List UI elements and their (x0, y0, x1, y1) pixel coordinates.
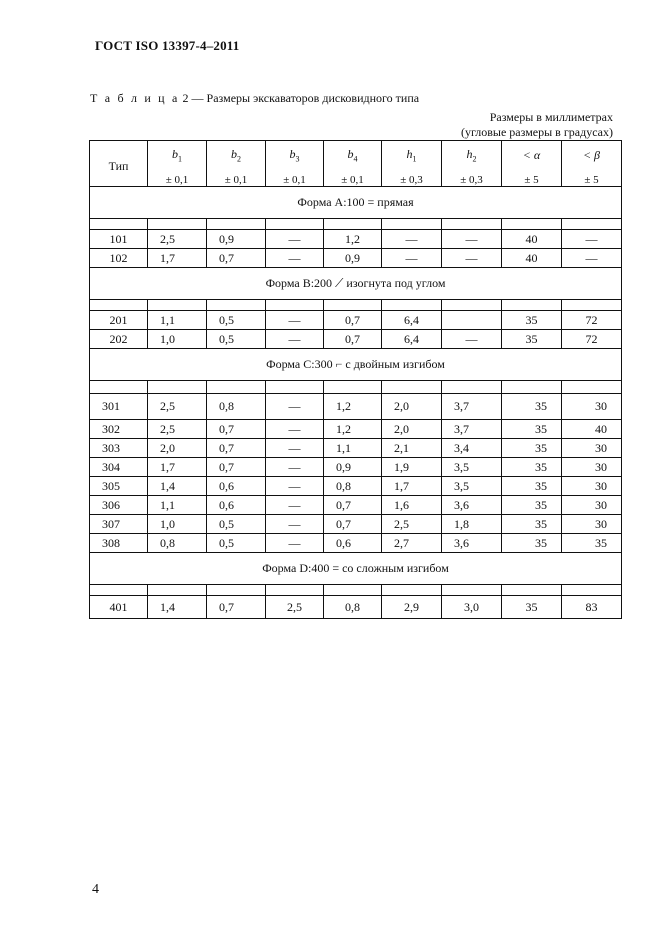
table-cell: 0,7 (324, 496, 382, 515)
table-cell: 202 (90, 330, 148, 349)
table-cell (442, 311, 502, 330)
page-number: 4 (92, 882, 99, 897)
table-caption-prefix: Т а б л и ц а (90, 91, 180, 105)
table-cell: 0,7 (207, 458, 266, 477)
table-cell: 0,7 (324, 311, 382, 330)
column-header-name: $b_1$ (172, 147, 182, 164)
form-a-label: Форма А:100 = прямая (90, 187, 622, 219)
table-cell: 35 (502, 394, 562, 420)
table-row (90, 477, 622, 496)
table-cell: 302 (90, 420, 148, 439)
table-cell: 0,8 (324, 477, 382, 496)
column-header-name: $h_2$ (466, 147, 477, 164)
form-b-label: Форма В:200 ⟋ изогнута под углом (90, 268, 622, 300)
table-cell: 35 (502, 496, 562, 515)
table-cell: — (266, 420, 324, 439)
table-cell: 1,7 (148, 458, 207, 477)
table-cell: 102 (90, 249, 148, 268)
table-cell: 2,0 (382, 420, 442, 439)
table-cell: 3,5 (442, 458, 502, 477)
column-header-alpha (502, 141, 562, 187)
table-header-row (90, 141, 622, 187)
table-cell: 2,5 (266, 596, 324, 619)
table-cell: — (442, 230, 502, 249)
column-header-type (90, 141, 148, 187)
table-cell: — (562, 249, 622, 268)
form-d-row (90, 553, 622, 585)
table-cell: 30 (562, 394, 622, 420)
table-cell: 0,7 (207, 596, 266, 619)
table-cell: 2,9 (382, 596, 442, 619)
table-row (90, 439, 622, 458)
table-cell: 0,5 (207, 515, 266, 534)
column-header-beta (562, 141, 622, 187)
form-b-row (90, 268, 622, 300)
table-cell: 201 (90, 311, 148, 330)
units-note-line2: (угловые размеры в градусах) (460, 125, 613, 139)
table-cell: 2,0 (148, 439, 207, 458)
table-cell: — (266, 330, 324, 349)
table-cell: 0,7 (207, 439, 266, 458)
table-cell: 0,7 (207, 420, 266, 439)
spacer-row (90, 585, 622, 596)
form-c-row (90, 349, 622, 381)
table-caption (90, 91, 419, 106)
table-cell: 3,6 (442, 496, 502, 515)
table-cell: 0,9 (207, 230, 266, 249)
table-row (90, 496, 622, 515)
table-cell: — (266, 394, 324, 420)
table-cell: 1,4 (148, 477, 207, 496)
table-cell: 35 (502, 458, 562, 477)
table-cell: — (266, 458, 324, 477)
table-cell: — (266, 515, 324, 534)
spacer-row (90, 381, 622, 394)
table-cell: 0,5 (207, 311, 266, 330)
table-cell: 0,7 (207, 249, 266, 268)
table-cell: 72 (562, 330, 622, 349)
table-cell: 1,1 (324, 439, 382, 458)
table-cell: 30 (562, 458, 622, 477)
form-c-label: Форма С:300 ⌐ с двойным изгибом (90, 349, 622, 381)
table-cell: 307 (90, 515, 148, 534)
table-cell: 0,8 (148, 534, 207, 553)
form-d-label: Форма D:400 = со сложным изгибом (90, 553, 622, 585)
table-row (90, 420, 622, 439)
table-cell: 1,9 (382, 458, 442, 477)
column-header-h1 (382, 141, 442, 187)
table-cell: — (382, 230, 442, 249)
table-cell: 0,9 (324, 249, 382, 268)
table-cell: — (442, 249, 502, 268)
table-row (90, 515, 622, 534)
table-cell: — (266, 496, 324, 515)
form-a-row (90, 187, 622, 219)
table-cell: 0,7 (324, 515, 382, 534)
column-header-tolerance: ± 0,3 (400, 174, 423, 187)
table-cell: 35 (502, 596, 562, 619)
table-caption-text: 2 — Размеры экскаваторов дисковидного типа (182, 91, 420, 105)
column-header-name: < β (582, 147, 601, 162)
table-cell: 1,8 (442, 515, 502, 534)
table-row (90, 249, 622, 268)
document-header: ГОСТ ISO 13397-4–2011 (95, 38, 240, 53)
table-cell: 40 (502, 249, 562, 268)
table-cell: 0,6 (207, 496, 266, 515)
table-cell: 306 (90, 496, 148, 515)
column-header-tolerance: ± 0,1 (224, 174, 248, 187)
column-header-h2 (442, 141, 502, 187)
table-row (90, 596, 622, 619)
table-cell: — (266, 439, 324, 458)
table-cell: 0,6 (324, 534, 382, 553)
table-cell: 35 (562, 534, 622, 553)
table-cell: 1,7 (382, 477, 442, 496)
table-cell: 0,9 (324, 458, 382, 477)
table-row (90, 311, 622, 330)
table-cell: 305 (90, 477, 148, 496)
table-cell: 30 (562, 515, 622, 534)
table-cell: 2,5 (382, 515, 442, 534)
column-header-tolerance: ± 5 (524, 173, 539, 186)
table-cell: — (266, 477, 324, 496)
column-header-name: Тип (108, 159, 129, 174)
table-cell: 30 (562, 496, 622, 515)
table-cell: 1,2 (324, 394, 382, 420)
table-cell: 1,0 (148, 330, 207, 349)
column-header-b1 (148, 141, 207, 187)
table-cell: 6,4 (382, 311, 442, 330)
table-cell: — (266, 230, 324, 249)
table-cell: — (266, 534, 324, 553)
table-cell: 3,0 (442, 596, 502, 619)
table-cell: 0,8 (324, 596, 382, 619)
column-header-name: $b_3$ (289, 147, 300, 164)
table-row (90, 394, 622, 420)
column-header-tolerance: ± 0,1 (283, 174, 306, 187)
column-header-b3 (266, 141, 324, 187)
column-header-name: $h_1$ (406, 147, 417, 164)
table-cell: 3,4 (442, 439, 502, 458)
column-header-tolerance: ± 0,1 (341, 174, 364, 187)
table-row (90, 534, 622, 553)
table-cell: 304 (90, 458, 148, 477)
table-cell: 40 (562, 420, 622, 439)
table-cell: 35 (502, 420, 562, 439)
table-cell: 1,1 (148, 496, 207, 515)
table-cell: 101 (90, 230, 148, 249)
table-row (90, 230, 622, 249)
table-cell: 0,8 (207, 394, 266, 420)
table-cell: 35 (502, 330, 562, 349)
table-cell: 2,5 (148, 420, 207, 439)
column-header-name: $b_2$ (231, 147, 241, 164)
column-header-name: < α (522, 147, 541, 162)
table-cell: 2,5 (148, 394, 207, 420)
column-header-b4 (324, 141, 382, 187)
units-note-line1: Размеры в миллиметрах (489, 110, 613, 124)
table-cell: 1,7 (148, 249, 207, 268)
table-cell: 1,2 (324, 230, 382, 249)
table-cell: 0,5 (207, 330, 266, 349)
dimensions-table (89, 140, 622, 619)
table-row (90, 458, 622, 477)
table-cell: 35 (502, 477, 562, 496)
table-cell: 1,4 (148, 596, 207, 619)
table-cell: 0,7 (324, 330, 382, 349)
spacer-row (90, 300, 622, 311)
table-cell: 2,1 (382, 439, 442, 458)
table-cell: 3,5 (442, 477, 502, 496)
table-row (90, 330, 622, 349)
table-cell: 35 (502, 534, 562, 553)
table-cell: 83 (562, 596, 622, 619)
table-cell: 30 (562, 439, 622, 458)
table-cell: 0,5 (207, 534, 266, 553)
table-cell: — (266, 311, 324, 330)
table-cell: 401 (90, 596, 148, 619)
table-cell: 1,1 (148, 311, 207, 330)
table-cell: 1,6 (382, 496, 442, 515)
table-cell: 3,7 (442, 420, 502, 439)
column-header-name: $b_4$ (347, 147, 358, 164)
table-cell: 3,7 (442, 394, 502, 420)
spacer-row (90, 219, 622, 230)
table-cell: 0,6 (207, 477, 266, 496)
table-cell: 30 (562, 477, 622, 496)
table-cell: 3,6 (442, 534, 502, 553)
table-cell: 303 (90, 439, 148, 458)
column-header-b2 (207, 141, 266, 187)
table-cell: — (382, 249, 442, 268)
table-cell: 1,2 (324, 420, 382, 439)
table-cell: 6,4 (382, 330, 442, 349)
table-cell: 1,0 (148, 515, 207, 534)
table-cell: 308 (90, 534, 148, 553)
table-cell: 2,5 (148, 230, 207, 249)
table-cell: 35 (502, 515, 562, 534)
table-cell: 40 (502, 230, 562, 249)
table-cell: 35 (502, 439, 562, 458)
column-header-tolerance: ± 0,3 (460, 174, 483, 187)
table-cell: — (442, 330, 502, 349)
column-header-tolerance: ± 0,1 (165, 174, 189, 187)
table-cell: — (266, 249, 324, 268)
table-cell: 72 (562, 311, 622, 330)
table-cell: 2,0 (382, 394, 442, 420)
table-cell: — (562, 230, 622, 249)
table-cell: 301 (90, 394, 148, 420)
table-cell: 35 (502, 311, 562, 330)
table-cell: 2,7 (382, 534, 442, 553)
units-note (353, 110, 613, 140)
column-header-tolerance: ± 5 (584, 173, 599, 186)
